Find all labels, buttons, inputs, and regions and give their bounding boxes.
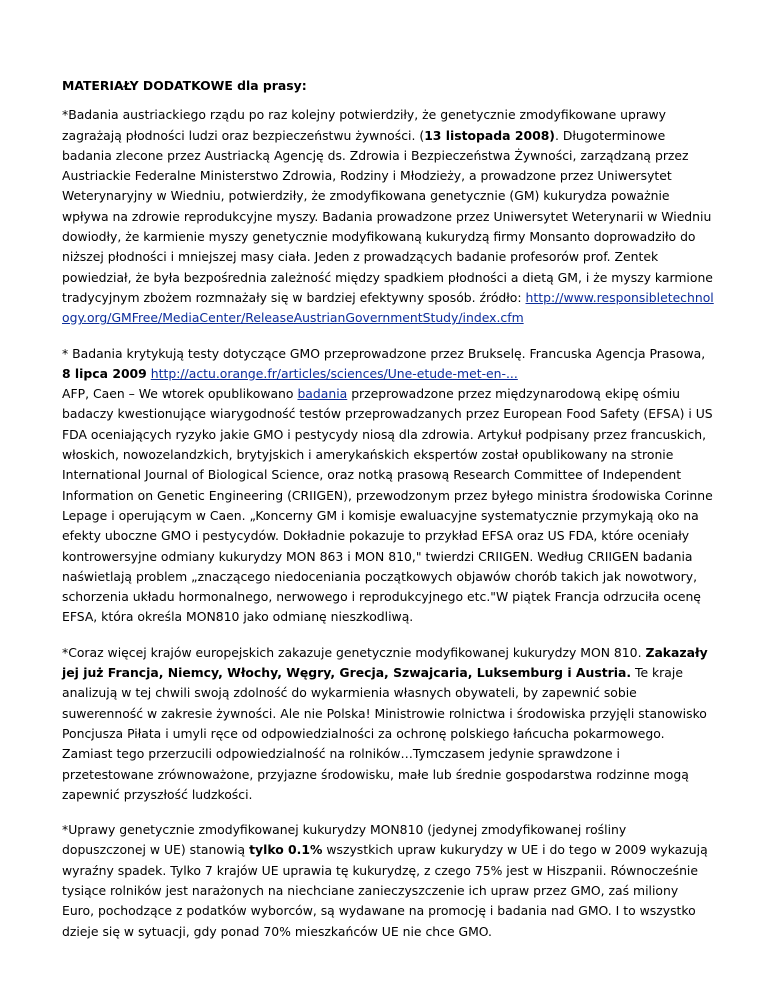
document-page (62, 76, 714, 957)
paragraph-mon810-cultivation (62, 820, 714, 942)
p3-text-1: *Coraz więcej krajów europejskich zakazuje genetycznie modyfikowanej kukurydzy MON 810. (62, 644, 646, 660)
p1-text-2: . Długoterminowe badania zlecone przez Austriacką Agencję ds. Zdrowia i Bezpieczeństwa Żywności, zarządzaną przez Austriackie Federalne Ministerstwo Zdrowia, Rodziny i Młodzieży, a prowadzone przez Uniwersytet Weterynaryjny w Wiedniu, potwierdziły, że zmodyfikowana genetycznie (GM) kukurydza poważnie wpływa na zdrowie reprodukcyjne myszy. Badania prowadzone przez Uniwersytet Weterynarii w Wiedniu dowiodły, że karmienie myszy genetycznie modyfikowaną kukurydzą firmy Monsanto doprowadziło do niższej płodności i mniejszej masy ciała. Jeden z prowadzących badanie profesorów prof. Zentek powiedział, że była bezpośrednia zależność między spadkiem płodności a dietą GM, i że myszy karmione tradycyjnym zbożem rozmnażały się w bardziej efektywny sposób. źródło: (62, 127, 713, 305)
p4-bold-percent: tylko 0.1% (249, 842, 323, 858)
p1-date: 13 listopada 2008) (424, 127, 555, 143)
p1-text-1: *Badania austriackiego rządu po raz kolejny potwierdziły, że genetycznie zmodyfikowane uprawy zagrażają płodności ludzi oraz bezpieczeństwu żywności. ( (62, 107, 667, 143)
paragraph-mon810-bans (62, 643, 714, 805)
p2-date: 8 lipca 2009 (62, 365, 147, 381)
p2-text-3: AFP, Caen – We wtorek opublikowano (62, 386, 298, 402)
paragraph-efsa-criticism (62, 344, 714, 628)
p2-text-4: przeprowadzone przez międzynarodową ekipę ośmiu badaczy kwestionujące wiarygodność testów przeprowadzanych przez European Food Safety (EFSA) i US FDA oceniających ryzyko jakie GMO i pestycydy niosą dla zdrowia. Artykuł podpisany przez francuskich, włoskich, nowozelandzkich, brytyjskich i amerykańskich ekspertów został opublikowany na stronie International Journal of Biological Science, oraz notką prasową Research Committee of Independent Information on Genetic Engineering (CRIIGEN), przewodzonym przez byłego ministra środowiska Corinne Lepage i operującym w Caen. „Koncerny GM i komisje ewaluacyjne systematycznie przymykają oko na efekty uboczne GMO i pestycydów. Dokładnie pokazuje to przykład EFSA oraz US FDA, które oceniały kontrowersyjne odmiany kukurydzy MON 863 i MON 810," twierdzi CRIIGEN. Według CRIIGEN badania naświetlają problem „znaczącego niedoceniania początkowych objawów chorób takich jak nowotwory, schorzenia układu hormonalnego, nerwowego i reprodukcyjnego etc."W piątek Francja odrzuciła ocenę EFSA, która określa MON810 jako odmianę nieszkodliwą. (62, 386, 713, 625)
p3-bold-countries: Zakazały jej już Francja, Niemcy, Włochy, Węgry, Grecja, Szwajcaria, Luksemburg i Austria. (62, 644, 708, 681)
p3-text-2: Te kraje analizują w tej chwili swoją zdolność do wykarmienia własnych obywateli, by zapewnić sobie suwerenność w zakresie żywności. Ale nie Polska! Ministrowie rolnictwa i środowiska przyjęli stanowisko Poncjusza Piłata i umyli ręce od odpowiedzialności za ochronę polskiego łańcucha pokarmowego. Zamiast tego przerzucili odpowiedzialność na rolników…Tymczasem jedynie sprawdzone i przetestowane zrównoważone, przyjazne środowisku, małe lub średnie gospodarstwa rodzinne mogą zapewnić przyszłość ludzkości. (62, 665, 707, 802)
p4-text-1: *Uprawy genetycznie zmodyfikowanej kukurydzy MON810 (jedynej zmodyfikowanej rośliny dopuszczonej w UE) stanowią (62, 822, 627, 858)
badania-link[interactable]: badania (297, 386, 348, 402)
document-heading: MATERIAŁY DODATKOWE dla prasy: (62, 78, 307, 93)
source-link-orange[interactable]: http://actu.orange.fr/articles/sciences/Une-etude-met-en-... (150, 365, 518, 381)
p2-text-1: * Badania krytykują testy dotyczące GMO przeprowadzone przez Brukselę. Francuska Agencja Prasowa, (62, 345, 706, 361)
paragraph-austrian-study (62, 105, 714, 328)
source-link-responsibletechnology[interactable]: http://www.responsibletechnology.org/GMFree/MediaCenter/ReleaseAustrianGovernmentStudy/index.cfm (62, 289, 714, 326)
p4-text-2: wszystkich upraw kukurydzy w UE i do tego w 2009 wykazują wyraźny spadek. Tylko 7 krajów UE uprawia tę kukurydzę, z czego 75% jest w Hiszpanii. Równocześnie tysiące rolników jest narażonych na niechciane zanieczyszczenie ich upraw przez GMO, zaś miliony Euro, pochodzące z podatków wyborców, są wydawane na promocję i badania nad GMO. I to wszystko dzieje się w sytuacji, gdy ponad 70% mieszkańców UE nie chce GMO. (62, 842, 708, 939)
